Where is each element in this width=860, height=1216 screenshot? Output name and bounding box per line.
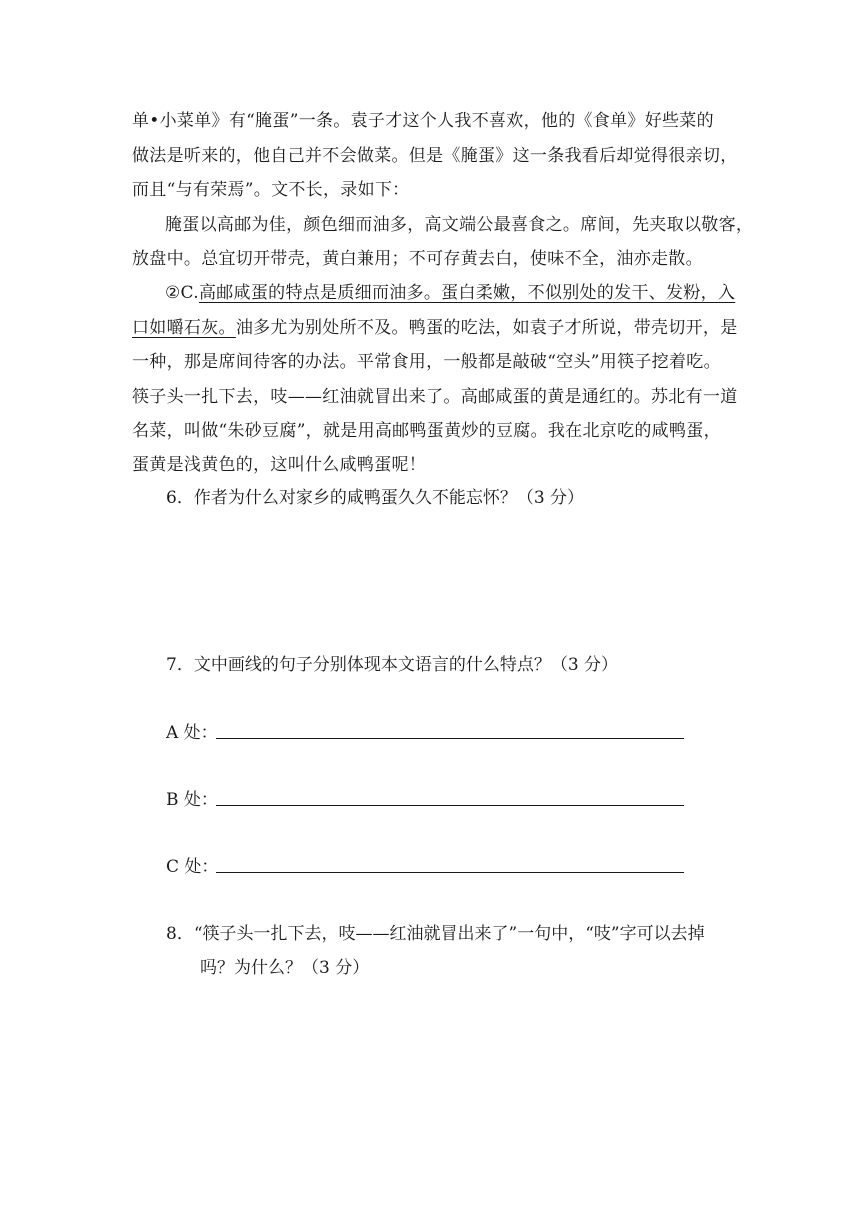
paragraph-c-line-4: 筷子头一扎下去，吱——红油就冒出来了。高邮咸蛋的黄是通红的。苏北有一道 <box>132 387 738 407</box>
passage-line-1: 单•小菜单》有“腌蛋”一条。袁子才这个人我不喜欢，他的《食单》好些菜的 <box>132 111 714 131</box>
paragraph-c-text: 油多尤为别处所不及。鸭蛋的吃法，如袁子才所说，带壳切开，是 <box>235 318 738 338</box>
question-7: 7．文中画线的句子分别体现本文语言的什么特点？（3 分） <box>166 655 619 675</box>
question-8-line-2: 吗？为什么？（3 分） <box>200 958 370 978</box>
paragraph-marker: ②C. <box>165 283 199 303</box>
passage-line-3: 而且“与有荣焉”。文不长，录如下： <box>132 180 410 200</box>
quote-line-2: 放盘中。总宜切开带壳，黄白兼用；不可存黄去白，使味不全，油亦走散。 <box>132 249 703 269</box>
answer-area-q8[interactable] <box>166 990 732 1170</box>
blank-label-c: C 处： <box>166 857 219 877</box>
passage-line-2: 做法是听来的，他自己并不会做菜。但是《腌蛋》这一条我看后却觉得很亲切， <box>132 146 738 166</box>
quote-line-1: 腌蛋以高邮为佳，颜色细而油多，高文端公最喜食之。席间，先夹取以敬客， <box>165 215 754 235</box>
answer-area-q6[interactable] <box>166 515 732 645</box>
blank-label-b: B 处： <box>166 790 218 810</box>
answer-line-a[interactable] <box>216 738 684 739</box>
paragraph-c-line-5: 名菜，叫做“朱砂豆腐”，就是用高邮鸭蛋黄炒的豆腐。我在北京吃的咸鸭蛋， <box>132 421 721 441</box>
answer-line-c[interactable] <box>216 872 684 873</box>
question-8-line-1: 8．“筷子头一扎下去，吱——红油就冒出来了”一句中，“吱”字可以去掉 <box>166 924 705 944</box>
underlined-sentence-c-part-1: 高邮咸蛋的特点是质细而油多。蛋白柔嫩，不似别处的发干、发粉，入 <box>198 283 736 303</box>
underlined-sentence-c-part-2: 口如嚼石灰。 <box>132 318 236 338</box>
paragraph-c-line-2 <box>132 317 738 339</box>
paragraph-c-line-6: 蛋黄是浅黄色的，这叫什么咸鸭蛋呢！ <box>132 455 427 475</box>
blank-label-a: A 处： <box>166 723 218 743</box>
question-6: 6．作者为什么对家乡的咸鸭蛋久久不能忘怀？（3 分） <box>166 488 585 508</box>
paragraph-c-line-1 <box>165 282 736 304</box>
answer-line-b[interactable] <box>216 805 684 806</box>
paragraph-c-line-3: 一种，那是席间待客的办法。平常食用，一般都是敲破“空头”用筷子挖着吃。 <box>132 352 721 372</box>
